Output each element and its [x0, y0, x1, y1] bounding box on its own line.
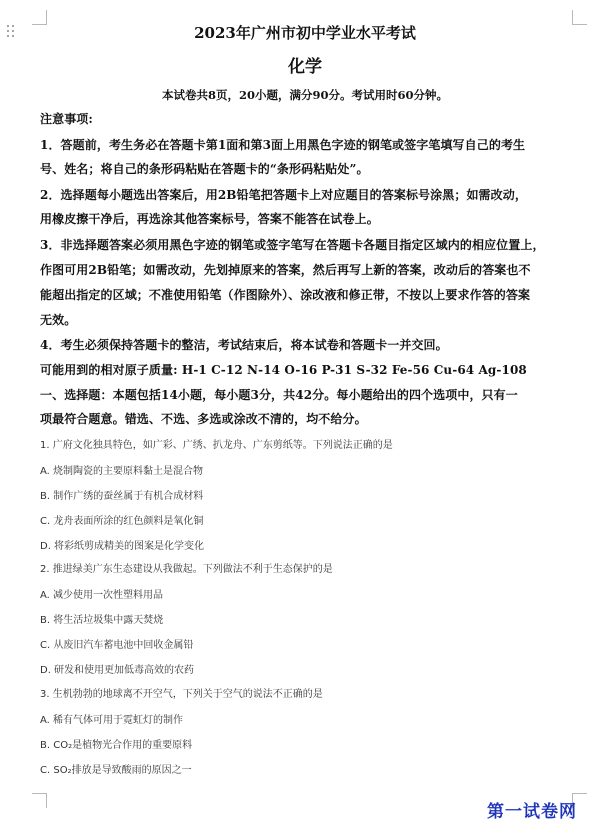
question-stem: 3. 生机勃勃的地球离不开空气，下列关于空气的说法不正确的是: [40, 689, 323, 700]
section-header: 一、选择题：本题包括14小题，每小题3分，共42分。每小题给出的四个选项中，只有一: [40, 388, 518, 402]
subject-title: 化学: [288, 57, 322, 77]
exam-info: 本试卷共8页，20小题，满分90分。考试用时60分钟。: [161, 88, 448, 102]
notice-line: 4．考生必须保持答题卡的整洁，考试结束后，将本试卷和答题卡一并交回。: [40, 338, 448, 352]
question-option: B. 将生活垃圾集中露天焚烧: [40, 615, 164, 626]
drag-handle-icon[interactable]: [7, 25, 15, 39]
notice-line: 号、姓名；将自己的条形码粘贴在答题卡的“条形码粘贴处”。: [40, 162, 369, 176]
question-stem: 1. 广府文化独具特色，如广彩、广绣、扒龙舟、广东剪纸等。下列说法正确的是: [40, 440, 393, 451]
question-option: C. SO₂排放是导致酸雨的原因之一: [40, 765, 192, 776]
notice-line: 无效。: [40, 313, 77, 327]
question-option: C. 从废旧汽车蓄电池中回收金属铅: [40, 640, 194, 651]
notice-line: 2．选择题每小题选出答案后，用2B铅笔把答题卡上对应题目的答案标号涂黑；如需改动，: [40, 188, 527, 202]
question-option: A. 减少使用一次性塑料用品: [40, 590, 164, 601]
crop-mark-bottom-left: [32, 793, 47, 808]
notice-line: 能超出指定的区域；不准使用铅笔（作图除外）、涂改液和修正带，不按以上要求作答的答案: [40, 288, 531, 302]
question-option: D. 将彩纸剪成精美的图案是化学变化: [40, 541, 205, 552]
section-header: 项最符合题意。错选、不选、多选或涂改不清的，均不给分。: [40, 412, 367, 426]
atomic-masses: 可能用到的相对原子质量: H-1 C-12 N-14 O-16 P-31 S-32 Fe-56 Cu-64 Ag-108: [40, 363, 527, 377]
question-option: C. 龙舟表面所涂的红色颜料是氧化铜: [40, 516, 204, 527]
crop-mark-top-right: [572, 10, 587, 25]
question-option: B. CO₂是植物光合作用的重要原料: [40, 740, 193, 751]
question-option: D. 研发和使用更加低毒高效的农药: [40, 665, 195, 676]
notice-line: 1．答题前，考生务必在答题卡第1面和第3面上用黑色字迹的钢笔或签字笔填写自己的考生: [40, 138, 526, 152]
question-option: A. 烧制陶瓷的主要原料黏土是混合物: [40, 466, 204, 477]
notice-line: 用橡皮擦干净后，再选涂其他答案标号，答案不能答在试卷上。: [40, 212, 379, 226]
question-option: B. 制作广绣的蚕丝属于有机合成材料: [40, 491, 204, 502]
notice-heading: 注意事项:: [40, 112, 93, 126]
question-option: A. 稀有气体可用于霓虹灯的制作: [40, 715, 184, 726]
exam-title: 2023年广州市初中学业水平考试: [194, 24, 416, 42]
site-watermark: 第一试卷网: [487, 802, 577, 822]
notice-line: 作图可用2B铅笔；如需改动，先划掉原来的答案，然后再写上新的答案，改动后的答案也不: [40, 263, 531, 277]
question-stem: 2. 推进绿美广东生态建设从我做起。下列做法不利于生态保护的是: [40, 564, 333, 575]
notice-line: 3．非选择题答案必须用黑色字迹的钢笔或签字笔写在答题卡各题目指定区域内的相应位置上，: [40, 238, 545, 252]
